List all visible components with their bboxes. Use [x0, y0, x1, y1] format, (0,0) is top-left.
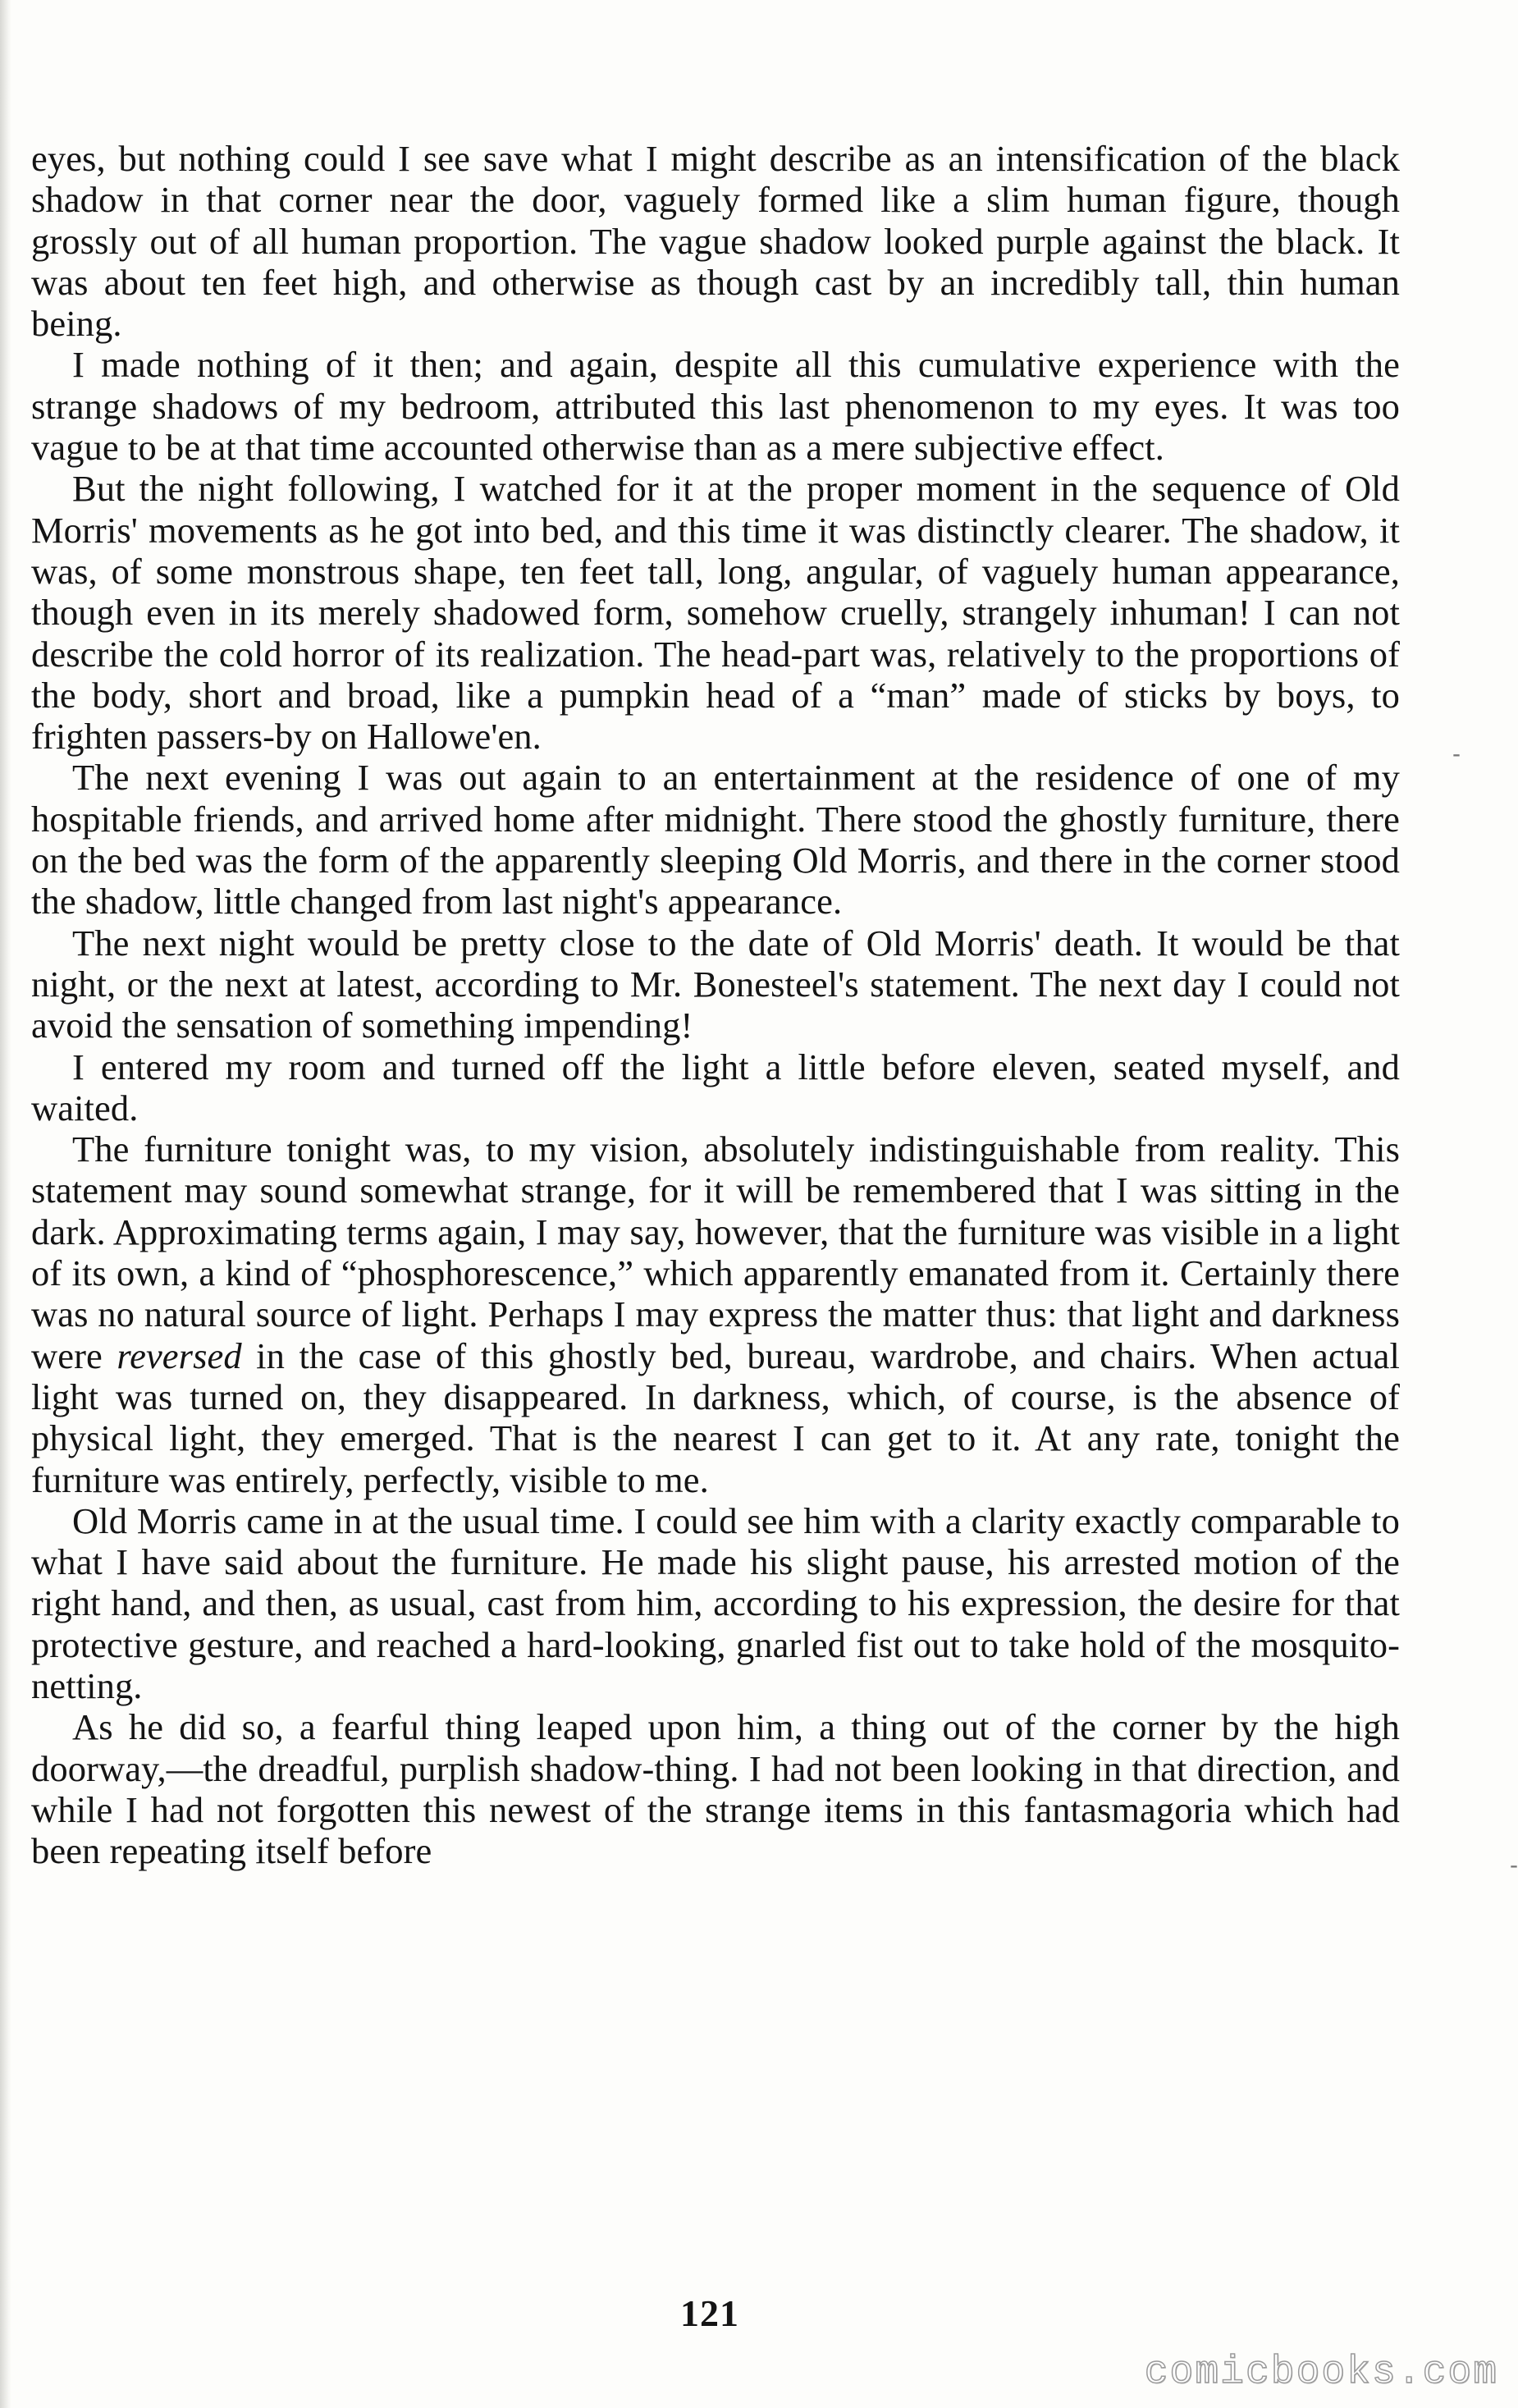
paragraph-5: The next night would be pretty close to the date of Old Morris' death. It would be that night, or the next at latest, according to Mr. Bonesteel's statement. The next day I could not avoid the sensation of something impending! [31, 922, 1400, 1046]
paragraph-7 [31, 1128, 1400, 1500]
paragraph-2: I made nothing of it then; and again, despite all this cumulative experience with the strange shadows of my bedroom, attributed this last phenomenon to my eyes. It was too vague to be at that time accounted otherwise than as a mere subjective effect. [31, 344, 1400, 469]
margin-tick-mark: - [1510, 1852, 1518, 1879]
paragraph-8: Old Morris came in at the usual time. I could see him with a clarity exactly comparable to what I have said about the furniture. He made his slight pause, his arrested motion of the right hand, and then, as usual, cast from him, according to his expression, the desire for that protective gesture, and reached a hard-looking, gnarled fist out to take hold of the mosquito-netting. [31, 1499, 1400, 1706]
paragraph-7-end: in the case of this ghostly bed, bureau, wardrobe, and chairs. When actual light was turned on, they disappeared. In darkness, which, of course, is the absence of physical light, they emerged. That is the nearest I can get to it. At any rate, tonight the furniture was entirely, perfectly, visible to me. [31, 1334, 1400, 1500]
paragraph-7-start: The furniture tonight was, to my vision, absolutely indistinguishable from reality. This statement may sound somewhat strange, for it will be remembered that I was sitting in the dark. Approximating terms again, I may say, however, that the furniture was visible in a light of its own, a kind of “phosphorescence,” which apparently emanated from it. Certainly there was no natural source of light. Perhaps I may express the matter thus: that light and darkness were [31, 1128, 1400, 1376]
paragraph-1: eyes, but nothing could I see save what I might describe as an intensification of the black shadow in that corner near the door, vaguely formed like a slim human figure, though grossly out of all human proportion. The vague shadow looked purple against the black. It was about ten feet high, and otherwise as though cast by an incredibly tall, thin human being. [31, 138, 1400, 345]
body-text [31, 138, 1400, 1871]
paragraph-4: The next evening I was out again to an entertainment at the residence of one of my hospitable friends, and arrived home after midnight. There stood the ghostly furniture, there on the bed was the form of the apparently sleeping Old Morris, and there in the corner stood the shadow, little changed from last night's appearance. [31, 757, 1400, 922]
page-binding-edge [0, 0, 11, 2408]
watermark-logo: comicbooks.com [1144, 2351, 1498, 2395]
paragraph-9: As he did so, a fearful thing leaped upon him, a thing out of the corner by the high doorway,—the dreadful, purplish shadow-thing. I had not been looking in that direction, and while I had not forgotten this newest of the strange items in this fantasmagoria which had been repeating itself before [31, 1706, 1400, 1872]
paragraph-3: But the night following, I watched for it at the proper moment in the sequence of Old Morris' movements as he got into bed, and this time it was distinctly clearer. The shadow, it was, of some monstrous shape, ten feet tall, long, angular, of vaguely human appearance, though even in its merely shadowed form, somehow cruelly, strangely inhuman! I can not describe the cold horror of its realization. The head-part was, relatively to the proportions of the body, short and broad, like a pumpkin head of a “man” made of sticks by boys, to frighten passers-by on Hallowe'en. [31, 468, 1400, 758]
page-number: 121 [680, 2292, 739, 2334]
emphasis-reversed: reversed [117, 1334, 242, 1376]
margin-tick-mark: - [1452, 740, 1461, 767]
paragraph-6: I entered my room and turned off the light a little before eleven, seated myself, and waited. [31, 1046, 1400, 1128]
